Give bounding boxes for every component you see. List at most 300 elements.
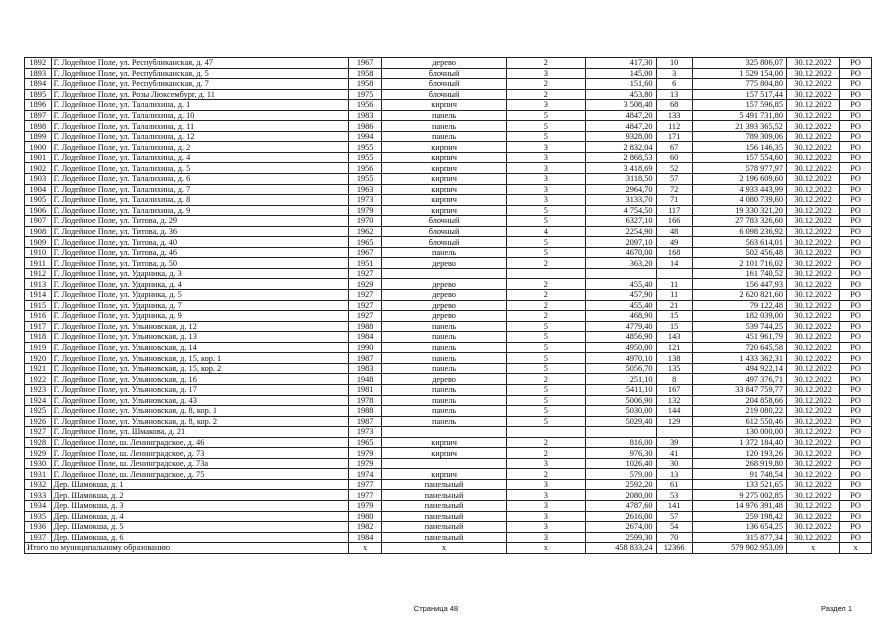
cell-residents: 72 — [656, 184, 692, 195]
cell-address: Г. Лодейное Поле, ул. Талалихина, д. 2 — [51, 142, 348, 153]
cell-program: РО — [840, 500, 872, 511]
cell-area: 4856,90 — [585, 332, 656, 343]
cell-build-year: 1965 — [349, 237, 382, 248]
cell-cost: 720 645,58 — [692, 342, 786, 353]
cell-address: Г. Лодейное Поле, ул. Талалихина, д. 6 — [51, 174, 348, 185]
cell-build-year: 1927 — [349, 300, 382, 311]
cell-address: Г. Лодейное Поле, ш. Ленинградское, д. 73 — [51, 448, 348, 459]
cell-build-year: 1927 — [349, 311, 382, 322]
cell-program: РО — [840, 469, 872, 480]
page-number: Страница 48 — [413, 604, 459, 613]
cell-build-year: 1955 — [349, 142, 382, 153]
cell-area: 2592,20 — [585, 479, 656, 490]
cell-wall-material — [382, 427, 507, 438]
cell-row-number: 1927 — [25, 427, 52, 438]
cell-program: РО — [840, 511, 872, 522]
cell-build-year: 1956 — [349, 163, 382, 174]
table-row — [25, 79, 872, 90]
cell-residents: 8 — [656, 374, 692, 385]
cell-build-year: 1994 — [349, 131, 382, 142]
cell-cost: 21 393 365,52 — [692, 121, 786, 132]
cell-residents: 121 — [656, 342, 692, 353]
total-cost: 579 902 953,09 — [692, 543, 786, 554]
cell-wall-material: блочный — [382, 89, 507, 100]
cell-floors: 3 — [506, 184, 585, 195]
cell-build-year: 1984 — [349, 532, 382, 543]
table-row — [25, 110, 872, 121]
cell-date: 30.12.2022 — [786, 79, 839, 90]
cell-area: 2674,00 — [585, 522, 656, 533]
cell-program: РО — [840, 363, 872, 374]
cell-address: Дер. Шамокша, д. 3 — [51, 500, 348, 511]
cell-address: Г. Лодейное Поле, ул. Ульяновская, д. 14 — [51, 342, 348, 353]
cell-wall-material: блочный — [382, 79, 507, 90]
cell-row-number: 1924 — [25, 395, 52, 406]
cell-floors: 5 — [506, 237, 585, 248]
cell-area: 4787,60 — [585, 500, 656, 511]
cell-floors: 5 — [506, 342, 585, 353]
cell-wall-material: панель — [382, 332, 507, 343]
cell-program: РО — [840, 522, 872, 533]
cell-cost: 79 122,48 — [692, 300, 786, 311]
cell-row-number: 1916 — [25, 311, 52, 322]
table-row — [25, 427, 872, 438]
cell-floors: 3 — [506, 490, 585, 501]
cell-cost: 9 275 002,85 — [692, 490, 786, 501]
cell-floors: 5 — [506, 110, 585, 121]
cell-row-number: 1914 — [25, 290, 52, 301]
cell-date: 30.12.2022 — [786, 174, 839, 185]
cell-cost: 5 491 731,80 — [692, 110, 786, 121]
cell-cost: 4 933 443,99 — [692, 184, 786, 195]
cell-row-number: 1923 — [25, 384, 52, 395]
cell-build-year: 1929 — [349, 279, 382, 290]
cell-wall-material: панель — [382, 247, 507, 258]
cell-date: 30.12.2022 — [786, 258, 839, 269]
cell-address: Г. Лодейное Поле, ул. Ульяновская, д. 43 — [51, 395, 348, 406]
cell-wall-material: кирпич — [382, 205, 507, 216]
cell-program: РО — [840, 395, 872, 406]
cell-cost: 563 614,01 — [692, 237, 786, 248]
cell-wall-material: панель — [382, 384, 507, 395]
cell-address: Дер. Шамокша, д. 2 — [51, 490, 348, 501]
table-row — [25, 100, 872, 111]
table-body — [25, 58, 872, 543]
cell-row-number: 1910 — [25, 247, 52, 258]
cell-area: 251,10 — [585, 374, 656, 385]
cell-date: 30.12.2022 — [786, 395, 839, 406]
cell-cost: 325 806,07 — [692, 58, 786, 69]
cell-floors: 3 — [506, 152, 585, 163]
cell-row-number: 1911 — [25, 258, 52, 269]
cell-row-number: 1932 — [25, 479, 52, 490]
cell-area: 363,20 — [585, 258, 656, 269]
cell-date: 30.12.2022 — [786, 184, 839, 195]
cell-floors: 3 — [506, 511, 585, 522]
cell-build-year: 1955 — [349, 152, 382, 163]
cell-date: 30.12.2022 — [786, 205, 839, 216]
cell-row-number: 1900 — [25, 142, 52, 153]
table-row — [25, 163, 872, 174]
cell-area: 816,00 — [585, 437, 656, 448]
cell-floors: 2 — [506, 290, 585, 301]
cell-cost: 204 858,66 — [692, 395, 786, 406]
cell-residents: 21 — [656, 300, 692, 311]
table-row — [25, 152, 872, 163]
cell-date: 30.12.2022 — [786, 437, 839, 448]
cell-build-year: 1986 — [349, 121, 382, 132]
cell-residents: 6 — [656, 79, 692, 90]
cell-residents: 141 — [656, 500, 692, 511]
table-row — [25, 311, 872, 322]
cell-address: Г. Лодейное Поле, ш. Ленинградское, д. 46 — [51, 437, 348, 448]
total-program: x — [840, 543, 872, 554]
cell-program: РО — [840, 226, 872, 237]
cell-area: 3133,70 — [585, 195, 656, 206]
cell-program: РО — [840, 458, 872, 469]
table-row — [25, 490, 872, 501]
cell-address: Г. Лодейное Поле, ул. Ударника, д. 7 — [51, 300, 348, 311]
cell-floors: 5 — [506, 321, 585, 332]
cell-area: 579,00 — [585, 469, 656, 480]
cell-date: 30.12.2022 — [786, 247, 839, 258]
cell-residents: 71 — [656, 195, 692, 206]
cell-residents: 49 — [656, 237, 692, 248]
cell-cost: 157 554,60 — [692, 152, 786, 163]
table-row — [25, 448, 872, 459]
cell-row-number: 1918 — [25, 332, 52, 343]
table-row — [25, 300, 872, 311]
cell-floors: 5 — [506, 121, 585, 132]
cell-cost: 2 101 716,02 — [692, 258, 786, 269]
cell-wall-material: дерево — [382, 300, 507, 311]
cell-residents: 167 — [656, 384, 692, 395]
cell-cost: 33 847 759,77 — [692, 384, 786, 395]
cell-wall-material: дерево — [382, 290, 507, 301]
cell-address: Г. Лодейное Поле, ул. Талалихина, д. 10 — [51, 110, 348, 121]
table-row — [25, 258, 872, 269]
cell-area: 6327,10 — [585, 216, 656, 227]
cell-address: Г. Лодейное Поле, ул. Ульяновская, д. 16 — [51, 374, 348, 385]
cell-row-number: 1922 — [25, 374, 52, 385]
cell-floors: 2 — [506, 258, 585, 269]
cell-build-year: 1948 — [349, 374, 382, 385]
cell-row-number: 1919 — [25, 342, 52, 353]
cell-wall-material — [382, 458, 507, 469]
cell-wall-material: панельный — [382, 479, 507, 490]
cell-date: 30.12.2022 — [786, 448, 839, 459]
cell-floors: 3 — [506, 532, 585, 543]
cell-program: РО — [840, 416, 872, 427]
cell-build-year: 1980 — [349, 511, 382, 522]
cell-program: РО — [840, 184, 872, 195]
cell-area: 2 868,53 — [585, 152, 656, 163]
cell-address: Г. Лодейное Поле, ул. Талалихина, д. 9 — [51, 205, 348, 216]
cell-row-number: 1925 — [25, 406, 52, 417]
cell-cost: 19 330 321,20 — [692, 205, 786, 216]
cell-wall-material: кирпич — [382, 469, 507, 480]
cell-cost: 775 804,80 — [692, 79, 786, 90]
cell-row-number: 1903 — [25, 174, 52, 185]
cell-build-year: 1975 — [349, 89, 382, 100]
table-row — [25, 142, 872, 153]
cell-build-year: 1965 — [349, 437, 382, 448]
cell-date: 30.12.2022 — [786, 142, 839, 153]
total-material: x — [382, 543, 507, 554]
cell-row-number: 1894 — [25, 79, 52, 90]
cell-residents: 61 — [656, 479, 692, 490]
cell-floors: 2 — [506, 374, 585, 385]
cell-cost: 156 447,93 — [692, 279, 786, 290]
cell-address: Г. Лодейное Поле, ул. Шмакова, д. 21 — [51, 427, 348, 438]
cell-program: РО — [840, 321, 872, 332]
cell-area: 5411,10 — [585, 384, 656, 395]
cell-cost: 2 620 821,60 — [692, 290, 786, 301]
cell-date: 30.12.2022 — [786, 363, 839, 374]
cell-build-year: 1979 — [349, 205, 382, 216]
cell-row-number: 1913 — [25, 279, 52, 290]
cell-wall-material: панель — [382, 342, 507, 353]
housing-register-table — [24, 57, 872, 554]
cell-program: РО — [840, 374, 872, 385]
cell-date: 30.12.2022 — [786, 195, 839, 206]
cell-floors: 2 — [506, 279, 585, 290]
cell-area: 5029,40 — [585, 416, 656, 427]
cell-program: РО — [840, 406, 872, 417]
cell-wall-material: панель — [382, 416, 507, 427]
cell-address: Г. Лодейное Поле, ул. Ульяновская, д. 13 — [51, 332, 348, 343]
cell-address: Г. Лодейное Поле, ул. Ударника, д. 9 — [51, 311, 348, 322]
cell-build-year: 1987 — [349, 416, 382, 427]
cell-build-year: 1981 — [349, 384, 382, 395]
cell-area: 453,80 — [585, 89, 656, 100]
cell-wall-material: дерево — [382, 58, 507, 69]
cell-residents: 171 — [656, 131, 692, 142]
cell-floors: 3 — [506, 458, 585, 469]
table-row — [25, 279, 872, 290]
cell-row-number: 1920 — [25, 353, 52, 364]
cell-cost: 494 922,14 — [692, 363, 786, 374]
cell-floors: 5 — [506, 363, 585, 374]
cell-date: 30.12.2022 — [786, 332, 839, 343]
cell-residents: 52 — [656, 163, 692, 174]
cell-date: 30.12.2022 — [786, 290, 839, 301]
cell-row-number: 1929 — [25, 448, 52, 459]
cell-residents: 13 — [656, 89, 692, 100]
cell-area: 4847,20 — [585, 110, 656, 121]
cell-build-year: 1978 — [349, 395, 382, 406]
cell-floors: 2 — [506, 311, 585, 322]
cell-area: 455,40 — [585, 300, 656, 311]
cell-address: Г. Лодейное Поле, ул. Титова, д. 29 — [51, 216, 348, 227]
table-row — [25, 479, 872, 490]
cell-date: 30.12.2022 — [786, 384, 839, 395]
cell-residents: 15 — [656, 311, 692, 322]
table-row — [25, 268, 872, 279]
section-label: Раздел 1 — [820, 604, 852, 613]
table-row — [25, 395, 872, 406]
cell-date: 30.12.2022 — [786, 279, 839, 290]
cell-floors: 5 — [506, 332, 585, 343]
cell-wall-material: панельный — [382, 522, 507, 533]
cell-floors: 2 — [506, 89, 585, 100]
cell-date: 30.12.2022 — [786, 416, 839, 427]
cell-residents: 166 — [656, 216, 692, 227]
cell-row-number: 1908 — [25, 226, 52, 237]
table-row — [25, 374, 872, 385]
table-row — [25, 511, 872, 522]
cell-build-year: 1979 — [349, 458, 382, 469]
cell-program: РО — [840, 247, 872, 258]
cell-wall-material: кирпич — [382, 163, 507, 174]
cell-floors: 5 — [506, 395, 585, 406]
table-row — [25, 406, 872, 417]
cell-date: 30.12.2022 — [786, 374, 839, 385]
cell-date: 30.12.2022 — [786, 342, 839, 353]
cell-build-year: 1973 — [349, 427, 382, 438]
table-row — [25, 384, 872, 395]
cell-address: Г. Лодейное Поле, ул. Ульяновская, д. 15, кор. 2 — [51, 363, 348, 374]
cell-build-year: 1977 — [349, 479, 382, 490]
cell-program: РО — [840, 68, 872, 79]
cell-cost: 6 098 236,92 — [692, 226, 786, 237]
cell-address: Г. Лодейное Поле, ул. Талалихина, д. 4 — [51, 152, 348, 163]
cell-area: 1026,40 — [585, 458, 656, 469]
cell-date: 30.12.2022 — [786, 479, 839, 490]
cell-residents: 15 — [656, 321, 692, 332]
cell-wall-material: дерево — [382, 374, 507, 385]
cell-floors: 5 — [506, 353, 585, 364]
cell-row-number: 1928 — [25, 437, 52, 448]
cell-program: РО — [840, 100, 872, 111]
cell-address: Дер. Шамокша, д. 6 — [51, 532, 348, 543]
cell-build-year: 1958 — [349, 79, 382, 90]
table-row — [25, 184, 872, 195]
cell-program: РО — [840, 332, 872, 343]
cell-floors: 3 — [506, 100, 585, 111]
cell-area: 2616,00 — [585, 511, 656, 522]
cell-floors: 3 — [506, 522, 585, 533]
cell-build-year: 1988 — [349, 321, 382, 332]
table-row — [25, 522, 872, 533]
cell-cost: 2 196 609,60 — [692, 174, 786, 185]
cell-residents: 144 — [656, 406, 692, 417]
cell-address: Г. Лодейное Поле, ул. Ульяновская, д. 15, кор. 1 — [51, 353, 348, 364]
cell-residents: 57 — [656, 511, 692, 522]
table-row — [25, 458, 872, 469]
cell-row-number: 1909 — [25, 237, 52, 248]
cell-wall-material: дерево — [382, 311, 507, 322]
cell-cost: 4 080 739,60 — [692, 195, 786, 206]
cell-program: РО — [840, 490, 872, 501]
total-year: x — [349, 543, 382, 554]
cell-program: РО — [840, 121, 872, 132]
cell-address: Г. Лодейное Поле, ул. Ударника, д. 5 — [51, 290, 348, 301]
cell-build-year: 1977 — [349, 490, 382, 501]
cell-row-number: 1898 — [25, 121, 52, 132]
cell-program: РО — [840, 79, 872, 90]
cell-wall-material: панель — [382, 353, 507, 364]
cell-area: 3 508,40 — [585, 100, 656, 111]
cell-address: Г. Лодейное Поле, ш. Ленинградское, д. 75 — [51, 469, 348, 480]
cell-program: РО — [840, 142, 872, 153]
cell-area: 2599,30 — [585, 532, 656, 543]
cell-wall-material: кирпич — [382, 174, 507, 185]
cell-cost: 259 198,42 — [692, 511, 786, 522]
cell-date: 30.12.2022 — [786, 490, 839, 501]
cell-area: 2080,00 — [585, 490, 656, 501]
cell-address: Г. Лодейное Поле, ул. Республиканская, д. 5 — [51, 68, 348, 79]
cell-wall-material: блочный — [382, 216, 507, 227]
table-row — [25, 68, 872, 79]
cell-area: 145,00 — [585, 68, 656, 79]
cell-row-number: 1892 — [25, 58, 52, 69]
cell-address: Г. Лодейное Поле, ул. Ударника, д. 3 — [51, 268, 348, 279]
table-row — [25, 174, 872, 185]
cell-program: РО — [840, 216, 872, 227]
cell-residents: 30 — [656, 458, 692, 469]
cell-address: Дер. Шамокша, д. 5 — [51, 522, 348, 533]
total-row — [25, 543, 872, 554]
cell-cost: 161 740,52 — [692, 268, 786, 279]
cell-build-year: 1983 — [349, 110, 382, 121]
cell-program: РО — [840, 353, 872, 364]
cell-cost: 130 000,00 — [692, 427, 786, 438]
cell-cost: 91 748,54 — [692, 469, 786, 480]
cell-cost: 451 961,79 — [692, 332, 786, 343]
cell-floors: 4 — [506, 226, 585, 237]
cell-residents — [656, 268, 692, 279]
cell-row-number: 1897 — [25, 110, 52, 121]
cell-row-number: 1906 — [25, 205, 52, 216]
cell-cost: 120 193,26 — [692, 448, 786, 459]
cell-build-year: 1951 — [349, 258, 382, 269]
cell-address: Г. Лодейное Поле, ул. Титова, д. 36 — [51, 226, 348, 237]
total-floors: x — [506, 543, 585, 554]
cell-residents: 48 — [656, 226, 692, 237]
cell-program: РО — [840, 89, 872, 100]
cell-date: 30.12.2022 — [786, 68, 839, 79]
cell-residents: 41 — [656, 448, 692, 459]
cell-build-year: 1956 — [349, 100, 382, 111]
cell-build-year: 1983 — [349, 363, 382, 374]
cell-date: 30.12.2022 — [786, 500, 839, 511]
cell-area: 5056,70 — [585, 363, 656, 374]
cell-row-number: 1933 — [25, 490, 52, 501]
cell-floors: 2 — [506, 300, 585, 311]
cell-cost: 315 877,34 — [692, 532, 786, 543]
cell-floors: 3 — [506, 479, 585, 490]
cell-residents: 14 — [656, 258, 692, 269]
cell-wall-material: кирпич — [382, 142, 507, 153]
cell-residents: 129 — [656, 416, 692, 427]
cell-program: РО — [840, 163, 872, 174]
table-row — [25, 321, 872, 332]
cell-cost: 1 529 154,00 — [692, 68, 786, 79]
cell-row-number: 1902 — [25, 163, 52, 174]
cell-program: РО — [840, 290, 872, 301]
cell-area: 3 418,69 — [585, 163, 656, 174]
cell-floors: 5 — [506, 406, 585, 417]
cell-floors — [506, 427, 585, 438]
cell-area: 2 832,04 — [585, 142, 656, 153]
table-row — [25, 469, 872, 480]
cell-area: 455,40 — [585, 279, 656, 290]
cell-program: РО — [840, 258, 872, 269]
cell-residents: 138 — [656, 353, 692, 364]
cell-date: 30.12.2022 — [786, 353, 839, 364]
cell-address: Г. Лодейное Поле, ул. Республиканская, д. 7 — [51, 79, 348, 90]
